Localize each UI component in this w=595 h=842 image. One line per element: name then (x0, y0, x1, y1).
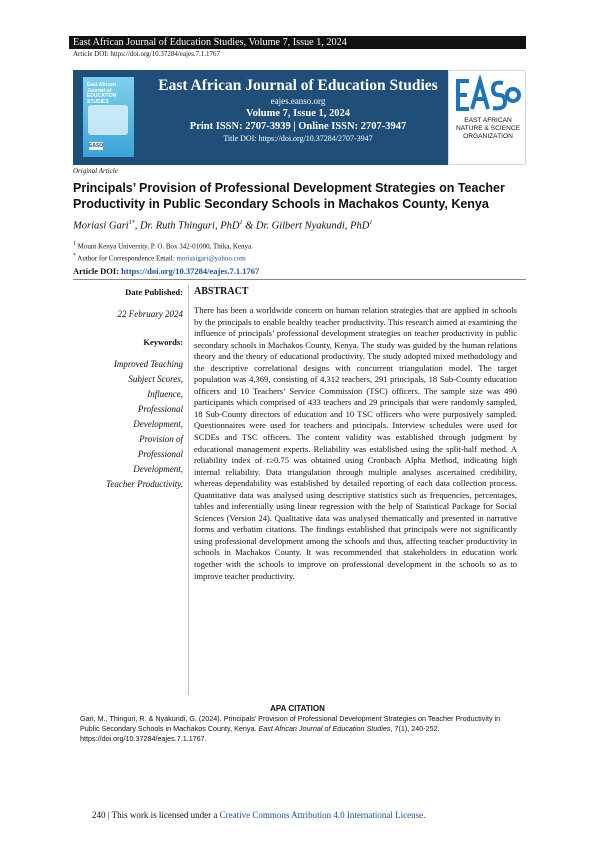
title-doi[interactable]: Title DOI: https://doi.org/10.37284/2707-3947 (223, 134, 373, 143)
cover-title: East African Journal of EDUCATION STUDIES (87, 82, 117, 105)
keyword: Development, (133, 464, 183, 474)
apa-journal: East African Journal of Education Studies (258, 724, 391, 733)
apa-issue: (1) (398, 724, 408, 733)
keyword: Development, (133, 419, 183, 429)
footer-sep: | (105, 810, 112, 820)
keyword: Teacher Productivity. (106, 479, 183, 489)
keyword: Professional (137, 404, 183, 414)
header-doi: Article DOI: https://doi.org/10.37284/eajes.7.1.1767 (73, 50, 221, 58)
section-divider (73, 279, 526, 280)
license-link[interactable]: Creative Commons Attribution 4.0 International License (219, 810, 424, 820)
author-name: Dr. Gilbert Nyakundi, PhD (255, 220, 370, 232)
keyword: Influence, (147, 389, 183, 399)
journal-banner (73, 70, 526, 165)
column-divider (188, 285, 189, 695)
keywords-label: Keywords: (143, 337, 183, 347)
author-sup: 1 (239, 220, 243, 226)
author-list (73, 220, 372, 232)
correspondence-sup: * (73, 253, 76, 260)
apa-heading: APA CITATION (270, 704, 325, 713)
license-end: . (423, 810, 426, 820)
cover-graphic (88, 105, 128, 135)
keywords-list (106, 357, 183, 492)
abstract-heading: ABSTRACT (194, 286, 249, 297)
correspondence-label: Author for Correspondence Email: (77, 254, 175, 263)
affiliation-sup: 1 (73, 241, 76, 247)
eanso-logo-icon (455, 75, 521, 115)
apa-pages: , 240-252. https://doi.org/10.37284/eajes.7.1.1767. (80, 724, 440, 743)
keyword: Improved Teaching (113, 359, 183, 369)
journal-url[interactable]: eajes.eanso.org (270, 96, 326, 106)
keyword: Professional (137, 449, 183, 459)
author-sep: , (134, 220, 140, 232)
date-published-label: Date Published: (125, 287, 183, 297)
article-title: Principals’ Provision of Professional Development Strategies on Teacher Productivity in Public Secondary Schools in Machakos County, Kenya (73, 181, 505, 211)
keyword: Provision of (139, 434, 183, 444)
article-doi (73, 266, 259, 276)
affiliations (73, 239, 253, 264)
author-sup: 1* (128, 220, 135, 226)
date-published: 22 February 2024 (117, 309, 183, 319)
running-header: East African Journal of Education Studies, Volume 7, Issue 1, 2024 (69, 36, 526, 49)
page-number: 240 (92, 810, 106, 820)
journal-title: East African Journal of Education Studies (158, 77, 438, 94)
banner-text (153, 77, 443, 144)
journal-cover-image (83, 77, 134, 157)
correspondence-email-link[interactable]: moriasigari@yahoo.com (176, 254, 246, 263)
abstract-text: There has been a worldwide concern on human relation strategies that are applied in schools by the principals to enable healthy teacher productivity. This research aimed at examining the influence of principals’ professional development strategies on teacher productivity in public secondary schools in Machakos County, Kenya. The study was guided by the human relations theory and the theory of educational productivity. The study adopted mixed methodology and the descriptive correlational designs with concurrent triangulation model. The target population was 4,369, consisting of 4,312 teachers, 291 principals, 18 Sub-County education officers and 10 Teachers’ Service Commission (TSC) officers. The sample size was 490 participants which comprised of 433 teachers and 29 principals that were randomly sampled, 18 Sub-County directors of education and 10 TSC officers who were purposively sampled. Questionnaires were used for teachers and principals. Interview schedules were used for SCDEs and TSC officers. The content validity was established through judgment by educational management experts. Reliability was established using the split-half method. A reliability index of r≥0.75 was obtained using Cronbach Alpha Method, indicating high internal reliability. Data triangulation through multiple analyses ascertained credibility, whereas dependability was established by detailed reporting of each data collection process. Quantitative data was analysed using descriptive statistics such as frequencies, percentages, tables and inferentially using linear regression with the help of Statistical Package for Social Sciences (Version 24). Qualitative data was analysed thematically and presented in narrative forms and verbatim citations. The findings established that principals were not significantly using professional development among the schools and thus, affecting teacher productivity in schools in Machakos County. It was recommended that stakeholders in education work together with the schools to improve on professional development in the schools so as to improve teacher productivity. (194, 305, 517, 581)
journal-volume: Volume 7, Issue 1, 2024 (245, 108, 351, 119)
article-doi-link[interactable]: https://doi.org/10.37284/eajes.7.1.1767 (121, 266, 260, 276)
license-text: This work is licensed under a (111, 810, 220, 820)
article-type: Original Article (73, 167, 118, 175)
author-name: Moriasi Gari (73, 220, 129, 232)
apa-volume: , 7 (390, 724, 399, 733)
cover-logo: EASO (89, 143, 104, 149)
apa-text: Gari, M., Thinguri, R. & Nyakundi, G. (2024). Principals’ Provision of Professional Development Strategies on Teacher Productivity in Public Secondary Schools in Machakos County, Kenya. (80, 714, 501, 733)
keyword: Subject Scores, (128, 374, 183, 384)
article-doi-label: Article DOI: (73, 266, 120, 276)
apa-citation (80, 714, 520, 744)
page-footer (92, 810, 425, 820)
affiliation: Mount Kenya University, P. O. Box 342-01000, Thika, Kenya. (77, 242, 253, 251)
eanso-logo (448, 70, 526, 165)
author-sep: & (242, 220, 256, 232)
author-sup: 1 (369, 220, 373, 226)
journal-issn: Print ISSN: 2707-3939 | Online ISSN: 2707-3947 (189, 121, 407, 132)
eanso-logo-text: EAST AFRICAN NATURE & SCIENCE ORGANIZATION (456, 117, 520, 140)
author-name: Dr. Ruth Thinguri, PhD (139, 220, 240, 232)
